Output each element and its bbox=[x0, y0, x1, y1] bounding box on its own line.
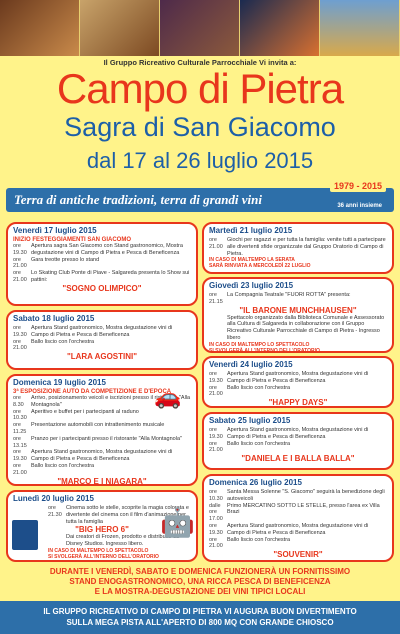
photo-food-table bbox=[80, 0, 160, 56]
program-row: ore 19.30 Apertura Stand gastronomico, Mostra degustazione vini di Campo di Pietra e Pesca di Beneficenza bbox=[209, 371, 369, 384]
program-row: ore 19.30 Apertura Stand gastronomico, Mostra degustazione vini di Campo di Pietra e Pesca di Beneficenza bbox=[209, 522, 369, 536]
day-card-fri17 bbox=[6, 222, 198, 306]
motto-banner bbox=[6, 181, 394, 212]
anniversary-caption: 36 anni insieme bbox=[337, 203, 382, 209]
weather-note: IN CASO DI MALTEMPO LA SERATA bbox=[209, 257, 295, 264]
program-row: ore 13.15 Pranzo per i partecipanti presso il ristorante "Alla Montagnola" bbox=[13, 435, 182, 449]
program-row: dalle ore 17.00 Primo MERCATINO SOTTO LE STELLE, presso l'area ex Villa Brazi bbox=[209, 502, 380, 523]
program-row: ore 21.00 Ballo liscio con l'orchestra bbox=[13, 462, 95, 476]
day-title: Venerdì 17 luglio 2015 bbox=[13, 226, 97, 235]
program-row: ore 21.00 Ballo liscio con l'orchestra bbox=[209, 440, 291, 454]
event-subtitle: Sagra di San Giacomo bbox=[64, 112, 336, 142]
program-row: ore 21.00 Ballo liscio con l'orchestra bbox=[13, 338, 95, 352]
photo-church-tower bbox=[320, 0, 400, 56]
photo-wine-cellar bbox=[0, 0, 80, 56]
program-row: ore 19.30 Apertura Stand gastronomico, Mostra degustazione vini di Campo di Pietra e Pesca di Beneficenza bbox=[13, 449, 173, 463]
header-photo-strip bbox=[0, 0, 400, 56]
vintage-car-icon: 🚗 bbox=[154, 384, 182, 409]
day-title: Lunedì 20 luglio 2015 bbox=[13, 494, 94, 503]
day-title: Sabato 18 luglio 2015 bbox=[13, 314, 95, 323]
day-subtitle: 3ª ESPOSIZIONE AUTO DA COMPETIZIONE E D'EPOCA bbox=[13, 389, 172, 395]
day-title: Sabato 25 luglio 2015 bbox=[209, 416, 291, 425]
invite-line: Il Gruppo Ricreativo Culturale Parrocchiale Vi invita a: bbox=[103, 58, 297, 67]
day-card-thu23 bbox=[202, 277, 394, 353]
closing-banner: IL GRUPPO RICREATIVO DI CAMPO DI PIETRA VI AUGURA BUON DIVERTIMENTO SULLA MEGA PISTA ALL'APERTO DI 800 MQ CON GRANDE CHIOSCO bbox=[0, 601, 400, 634]
robot-mascot-icon: 🤖 bbox=[160, 507, 195, 538]
highlight-show: "SOGNO OLIMPICO" bbox=[62, 283, 142, 293]
program-row: ore 8.30 Arrivo, posizionamento veicoli e iscrizioni presso il ristorante "Alla Montagnola" bbox=[13, 395, 191, 408]
program-row: Dai creatori di Frozen, prodotto e distribuito da Disney Studios. Ingresso libero. bbox=[66, 534, 180, 548]
day-card-fri24 bbox=[202, 356, 394, 408]
event-dates: dal 17 al 26 luglio 2015 bbox=[86, 148, 314, 173]
program-row: ore 21.15 La Compagnia Teatrale "FUORI ROTTA" presenta: bbox=[209, 292, 351, 305]
program-row: ore 21.00 Gara treotte presso lo stand bbox=[13, 256, 100, 270]
anniversary-years: 1979 - 2015 bbox=[330, 180, 386, 192]
day-title: Domenica 26 luglio 2015 bbox=[209, 478, 302, 487]
day-card-sat25 bbox=[202, 412, 394, 470]
weather-note: SARÀ RINVIATA A MERCOLEDÌ 22 LUGLIO bbox=[209, 263, 311, 270]
weather-note: SI SVOLGERÀ ALL'INTERNO DELL'ORATORIO bbox=[209, 347, 320, 353]
day-subtitle: INIZIO FESTEGGIAMENTI SAN GIACOMO bbox=[13, 237, 132, 243]
highlight-orchestra: "MARCO E I NIAGARA" bbox=[57, 476, 147, 486]
program-row: ore 21.00 Ballo liscio con l'orchestra bbox=[209, 536, 291, 550]
day-title: Venerdì 24 luglio 2015 bbox=[209, 360, 293, 369]
program-row: ore 19.30 Apertura Stand gastronomico, Mostra degustazione vini di Campo di Pietra e Pesca di Beneficenza bbox=[209, 427, 369, 440]
highlight-orchestra: "DANIELA E I BALLA BALLA" bbox=[241, 454, 355, 464]
event-title: Campo di Pietra bbox=[56, 65, 344, 112]
program-row: Spettacolo organizzato dalla Biblioteca Comunale e Assessorato alla Cultura di Salgareda in collaborazione con il Gruppo Ricreativo Culturale Parrocchiale di Campo di Pietra - Ingresso libero bbox=[227, 314, 385, 341]
highlight-film: "BIG HERO 6" bbox=[75, 525, 129, 535]
highlight-orchestra: "LARA AGOSTINI" bbox=[66, 352, 138, 362]
program-row: ore 11.25 Presentazione automobili con intrattenimento musicale bbox=[13, 422, 165, 435]
day-card-sun26 bbox=[202, 474, 394, 562]
day-card-tue21 bbox=[202, 222, 394, 274]
program-row: ore 21.00 Lo Skating Club Ponte di Piave - Salgareda presenta lo Show sui pattini: bbox=[13, 270, 190, 283]
program-row: ore 19.30 Apertura Stand gastronomico, Mostra degustazione vini di Campo di Pietra e Pesca di Beneficenza bbox=[13, 325, 173, 338]
film-poster-icon bbox=[12, 520, 38, 550]
day-title: Martedì 21 luglio 2015 bbox=[209, 226, 293, 235]
highlight-orchestra: "SOUVENIR" bbox=[273, 550, 323, 560]
highlight-play: "IL BARONE MUNCHHAUSEN" bbox=[239, 305, 357, 315]
program-row: ore 10.30 Santa Messa Solenne "S. Giacomo" seguirà la benedizione degli autoveicoli bbox=[209, 489, 385, 502]
program-row: ore 19.30 Apertura sagra San Giacomo con Stand gastronomico, Mostra degustazione vini di Campo di Pietra e Pesca di Beneficenza bbox=[13, 243, 183, 256]
weather-note: SI SVOLGERÀ ALL'INTERNO DELL'ORATORIO bbox=[48, 553, 159, 560]
day-title: Giovedì 23 luglio 2015 bbox=[209, 281, 294, 290]
day-card-sat18 bbox=[6, 310, 198, 370]
day-title: Domenica 19 luglio 2015 bbox=[13, 378, 106, 387]
highlight-orchestra: "HAPPY DAYS" bbox=[268, 398, 328, 408]
program-row: ore 21.00 Giochi per ragazzi e per tutta la famiglia: venite tutti a partecipare alle divertenti sfide organizzate dal Gruppo Oratorio di Campo di Pietra. bbox=[209, 237, 386, 257]
program-row: ore 21.30 Cinema sotto le stelle, scoprite la magia colorata e divertente del cinema con il film d'animazione per tutta la famiglia bbox=[48, 505, 189, 525]
weather-note: IN CASO DI MALTEMPO LO SPETTACOLO bbox=[209, 341, 310, 348]
motto-text: Terra di antiche tradizioni, terra di grandi vini bbox=[14, 192, 263, 207]
photo-grapes bbox=[160, 0, 240, 56]
food-stand-announcement: DURANTE I VENERDÌ, SABATO E DOMENICA FUNZIONERÀ UN FORNITISSIMO STAND ENOGASTRONOMICO, UNA RICCA PESCA DI BENEFICENZA E LA MOSTRA-DEGUSTAZIONE DEI VINI TIPICI LOCALI bbox=[49, 567, 351, 596]
weather-note: IN CASO DI MALTEMPO LO SPETTACOLO bbox=[48, 547, 149, 554]
photo-festival-crowd bbox=[240, 0, 320, 56]
program-row: ore 21.00 Ballo liscio con l'orchestra bbox=[209, 384, 291, 398]
program-row: ore 10.30 Aperitivo e buffet per i partecipanti al raduno bbox=[13, 408, 139, 422]
